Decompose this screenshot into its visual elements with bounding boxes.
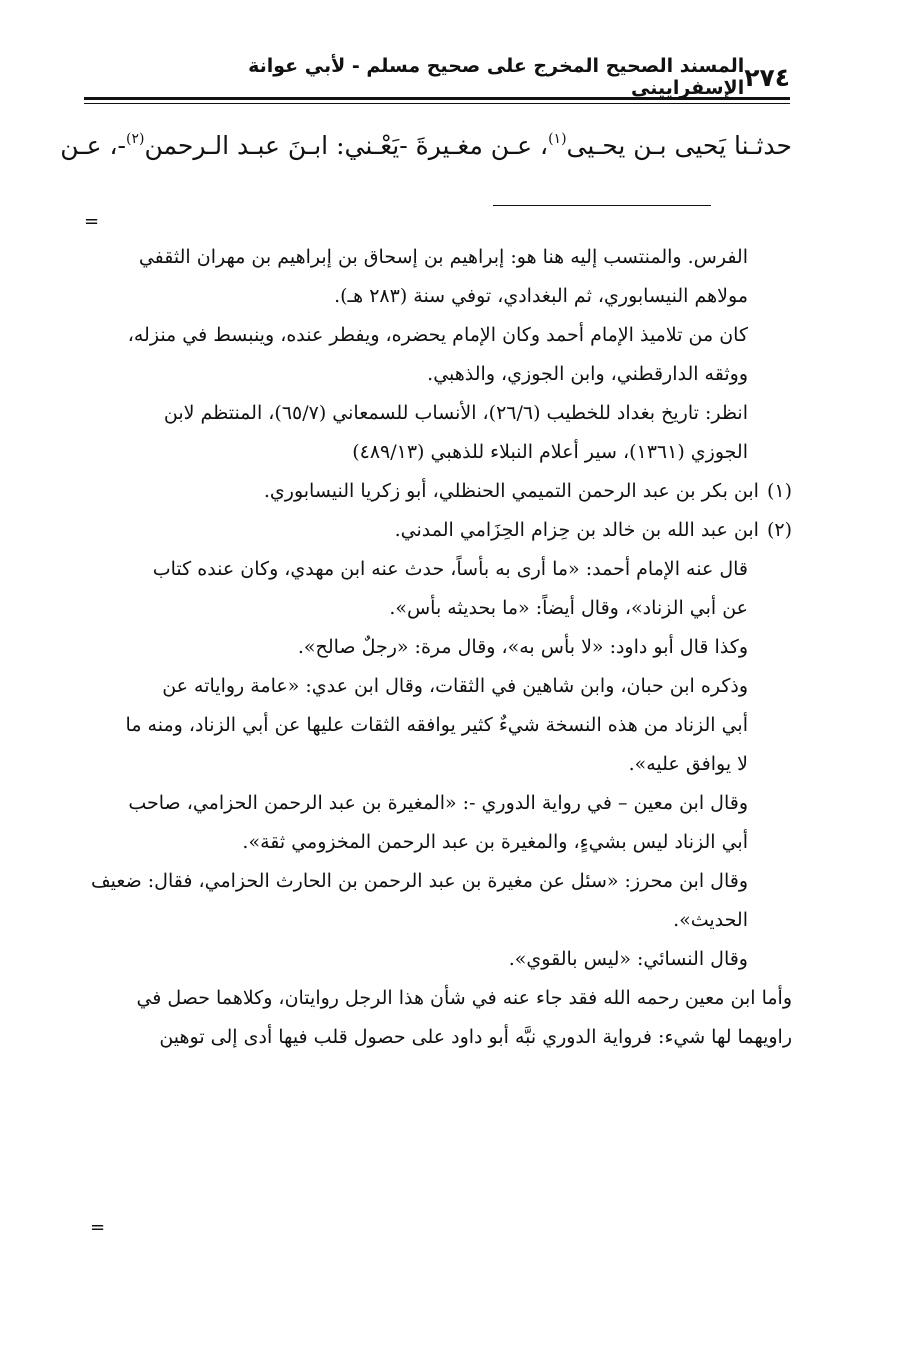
footnote-1-text: ابن بكر بن عبد الرحمن التميمي الحنظلي، أبو زكريا النيسابوري. <box>263 480 759 502</box>
continuation-line: كان من تلاميذ الإمام أحمد وكان الإمام يحضره، ويفطر عنده، وينبسط في منزله، <box>127 324 748 346</box>
header-rule-thick <box>84 97 790 100</box>
footnote-ref-1: (١) <box>548 131 567 147</box>
footnote-2-line: أبي الزناد ليس بشيءٍ، والمغيرة بن عبد الرحمن المخزومي ثقة». <box>242 831 748 853</box>
main-text-middle: ، عـن مغـيرةَ -يَعْـني: ابـنَ عبـد الـرحمن <box>144 131 549 160</box>
footnote-2-line: راويهما لها شيء: فرواية الدوري نبَّه أبو داود على حصول قلب فيها أدى إلى توهين <box>159 1026 792 1048</box>
footnote-1-label: (١) <box>766 480 792 502</box>
footnote-2-line: أبي الزناد من هذه النسخة شيءٌ كثير يوافقه الثقات عليها عن أبي الزناد، ومنه ما <box>125 714 748 736</box>
footnotes <box>88 238 792 1057</box>
footnote-2-line: وذكره ابن حبان، وابن شاهين في الثقات، وقال ابن عدي: «عامة رواياته عن <box>162 675 748 697</box>
page-number: ٢٧٤ <box>744 62 790 92</box>
continuation-line: ووثقه الدارقطني، وابن الجوزي، والذهبي. <box>427 363 748 385</box>
footnote-2-text: ابن عبد الله بن خالد بن حِزام الحِزَامي المدني. <box>394 519 759 541</box>
continuation-line: انظر: تاريخ بغداد للخطيب (٢٦/٦)، الأنساب للسمعاني (٦٥/٧)، المنتظم لابن <box>163 402 748 424</box>
continuation-line: الجوزي (١٣٦١)، سير أعلام النبلاء للذهبي (٤٨٩/١٣) <box>352 441 748 463</box>
footnote-1 <box>88 472 792 511</box>
footnote-2-label: (٢) <box>766 519 792 541</box>
continuation-mark: = <box>84 211 100 232</box>
footnote-2-line: قال عنه الإمام أحمد: «ما أرى به بأساً، حدث عنه ابن مهدي، وكان عنده كتاب <box>152 558 748 580</box>
footnote-2-line: لا يوافق عليه». <box>628 753 748 775</box>
main-text <box>60 126 792 166</box>
header-rule-thin <box>84 103 790 104</box>
footnote-ref-2: (٢) <box>125 131 145 147</box>
footnote-2-line: الحديث». <box>673 909 748 931</box>
footnote-2-line: وقال النسائي: «ليس بالقوي». <box>508 948 748 970</box>
footnote-2 <box>88 511 792 550</box>
footnote-2-line: عن أبي الزناد»، وقال أيضاً: «ما بحديثه بأس». <box>389 597 748 619</box>
main-text-before: حدثـنا يَحيى بـن يحـيى <box>566 131 792 160</box>
footnote-2-line: وأما ابن معين رحمه الله فقد جاء عنه في شأن هذا الرجل روايتان، وكلاهما حصل في <box>136 987 792 1009</box>
footnote-2-line: وكذا قال أبو داود: «لا بأس به»، وقال مرة: «رجلٌ صالح». <box>297 636 748 658</box>
footnote-2-line: وقال ابن محرز: «سئل عن مغيرة بن عبد الرحمن بن الحارث الحزامي، فقال: ضعيف <box>91 870 748 892</box>
end-continuation-mark: = <box>90 1217 106 1238</box>
continuation-line: الفرس. والمنتسب إليه هنا هو: إبراهيم بن إسحاق بن إبراهيم بن مهران الثقفي <box>138 246 748 268</box>
page-header <box>150 55 790 99</box>
footnote-2-line: وقال ابن معين – في رواية الدوري -: «المغيرة بن عبد الرحمن الحزامي، صاحب <box>128 792 748 814</box>
running-title: المسند الصحيح المخرج على صحيح مسلم - لأبي عوانة الإسفراييني <box>248 55 745 99</box>
continuation-line: مولاهم النيسابوري، ثم البغدادي، توفي سنة (٢٨٣ هـ). <box>334 285 748 307</box>
footnote-separator <box>493 205 711 206</box>
main-text-after: -، عـن <box>60 131 126 160</box>
